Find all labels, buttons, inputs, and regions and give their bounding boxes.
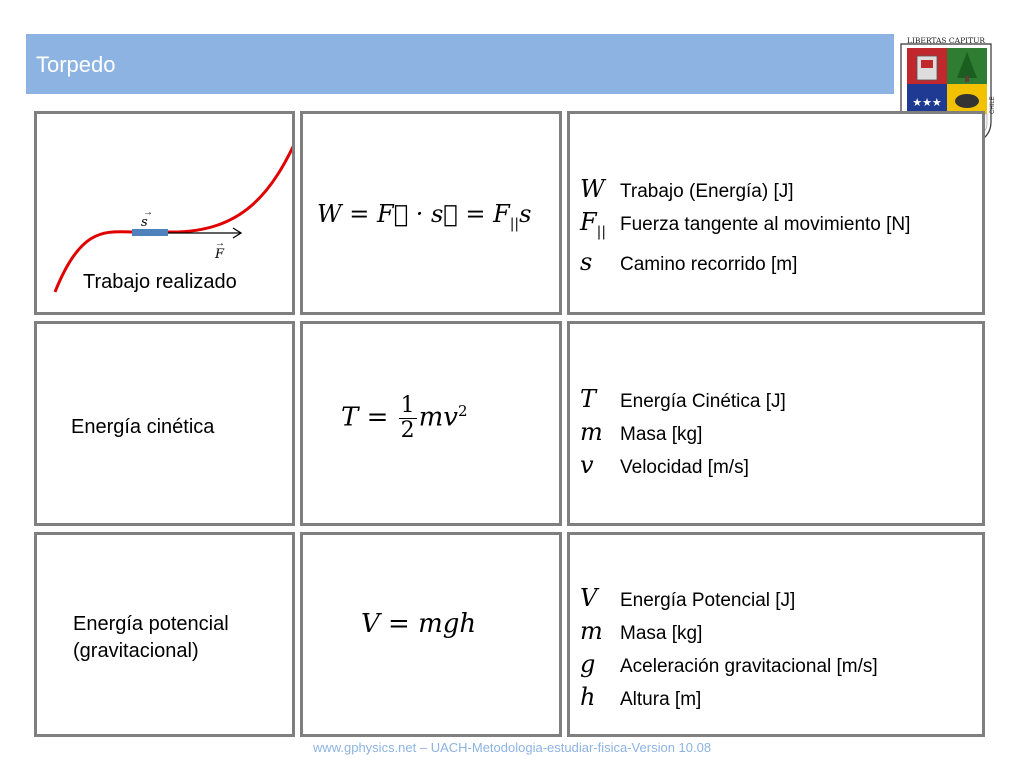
slide-title: Torpedo (36, 52, 116, 77)
legend-row (580, 207, 910, 247)
legend-text: Energía Cinética [J] (620, 391, 786, 412)
legend-symbol: v (580, 451, 594, 479)
legend-row (580, 583, 878, 616)
legend-row (580, 247, 910, 280)
work-formula-box (300, 111, 562, 315)
svg-text:→: → (143, 207, 153, 218)
potential-formula-box (300, 532, 562, 737)
kinetic-legend-box (567, 321, 985, 526)
work-legend-box (567, 111, 985, 315)
legend-text: Camino recorrido [m] (620, 253, 798, 275)
legend-row (580, 174, 910, 207)
footer-link[interactable]: www.gphysics.net – UACH-Metodologia-estudiar-fisica-Version 10.08 (312, 740, 712, 755)
legend-symbol: T (580, 385, 597, 413)
potential-label-box (34, 532, 295, 737)
kinetic-formula: T = $\frac{1}{2}$ $mv^2$ (341, 393, 468, 443)
crest-side-text: CHILE (990, 96, 996, 114)
kinetic-label: Energía cinética (71, 416, 215, 438)
legend-row (580, 649, 878, 682)
work-legend (580, 174, 910, 280)
vector-f-label: F (215, 247, 225, 262)
legend-text: Fuerza tangente al movimiento [N] (620, 214, 911, 235)
legend-symbol: W (580, 175, 605, 203)
legend-symbol: s (580, 247, 593, 276)
potential-formula: V = mgh (361, 609, 477, 639)
legend-text: Masa [kg] (620, 424, 703, 445)
svg-text:→: → (215, 238, 225, 249)
legend-row (580, 616, 878, 649)
work-label: Trabajo realizado (83, 271, 237, 293)
kinetic-legend (580, 384, 786, 483)
legend-text: Altura [m] (620, 689, 702, 710)
kinetic-label-box (34, 321, 295, 526)
legend-symbol: g (580, 650, 596, 678)
svg-text:★★★: ★★★ (912, 97, 942, 109)
legend-text: Trabajo (Energía) [J] (620, 181, 794, 202)
work-diagram-box (34, 111, 295, 315)
legend-symbol: $F_{||}$ (580, 208, 607, 240)
legend-text: Masa [kg] (620, 623, 703, 644)
legend-row (580, 450, 786, 483)
legend-text: Aceleración gravitacional [m/s] (620, 656, 878, 677)
legend-symbol: h (580, 683, 596, 711)
title-bar (26, 34, 894, 94)
kinetic-formula-box (300, 321, 562, 526)
displacement-segment (132, 229, 168, 236)
legend-text: Velocidad [m/s] (620, 457, 749, 478)
crest-motto: LIBERTAS CAPITUR (906, 36, 986, 45)
work-formula: W = F⃗ · s⃗ = $F_{||}s$ (317, 200, 532, 232)
legend-text: Energía Potencial [J] (620, 590, 796, 611)
potential-label: Energía potencial (gravitacional) (73, 613, 229, 662)
legend-symbol: m (580, 418, 603, 446)
legend-symbol: m (580, 617, 603, 645)
potential-legend-box (567, 532, 985, 737)
legend-row (580, 682, 878, 715)
vector-s-label: s (141, 215, 148, 230)
legend-row (580, 417, 786, 450)
potential-legend (580, 583, 878, 715)
legend-symbol: V (580, 584, 598, 612)
legend-row (580, 384, 786, 417)
